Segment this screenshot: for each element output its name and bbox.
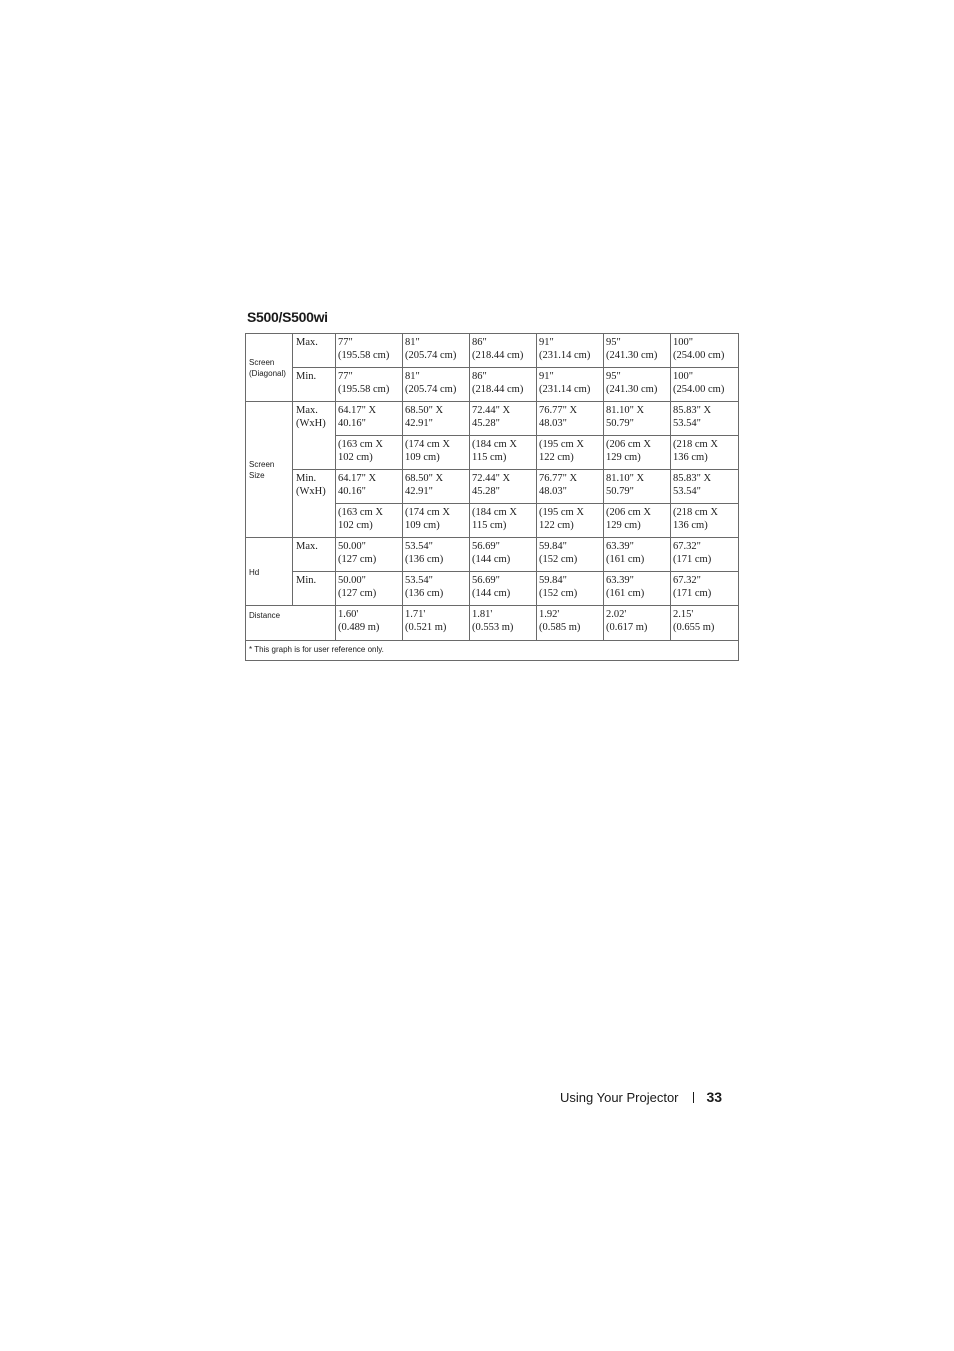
table-cell (403, 368, 470, 402)
table-row (246, 641, 739, 661)
table-cell (671, 504, 739, 538)
cell-line: 67.32" (673, 575, 701, 586)
table-cell (604, 368, 671, 402)
table-cell (336, 470, 403, 504)
table-cell (336, 572, 403, 606)
table-cell (470, 470, 537, 504)
cell-line: (195.58 cm) (338, 349, 390, 361)
cell-line: 63.39" (606, 575, 634, 586)
cell-line: (127 cm) (338, 587, 377, 599)
cell-line: 64.17" X (338, 473, 377, 484)
cell-line: 50.79" (606, 417, 634, 429)
cell-line: 91" (539, 337, 554, 348)
table-cell (537, 538, 604, 572)
cell-line: 59.84" (539, 541, 567, 552)
table-cell (403, 470, 470, 504)
cell-line: (152 cm) (539, 587, 578, 599)
cell-line: 100" (673, 337, 694, 348)
cell-line: 76.77" X (539, 405, 578, 416)
cell-line: 42.91" (405, 485, 433, 497)
cell-line: (127 cm) (338, 553, 377, 565)
cell-line: 40.16" (338, 485, 366, 497)
table-cell (470, 538, 537, 572)
table-cell (671, 538, 739, 572)
cell-line: 76.77" X (539, 473, 578, 484)
table-cell (671, 436, 739, 470)
cell-line: (184 cm X (472, 507, 517, 518)
cell-line: 115 cm) (472, 451, 507, 463)
table-cell (537, 504, 604, 538)
cell-line: (205.74 cm) (405, 349, 457, 361)
cell-line: (254.00 cm) (673, 349, 725, 361)
cell-line: 53.54" (405, 541, 433, 552)
sub-header-min: Min. (293, 572, 336, 606)
cell-line: 122 cm) (539, 519, 574, 531)
table-cell (470, 606, 537, 641)
cell-line: 77" (338, 337, 353, 348)
cell-line: (218.44 cm) (472, 349, 524, 361)
cell-line: (231.14 cm) (539, 349, 591, 361)
sub-header-min: Min. (293, 368, 336, 402)
row-header-distance: Distance (246, 606, 336, 641)
table-cell (403, 572, 470, 606)
cell-line: (218 cm X (673, 439, 718, 450)
cell-line: (241.30 cm) (606, 349, 658, 361)
cell-line: (152 cm) (539, 553, 578, 565)
cell-line: 129 cm) (606, 451, 641, 463)
cell-line: (161 cm) (606, 553, 645, 565)
sub-header-max-wxh: Max. (WxH) (293, 402, 336, 470)
table-cell (671, 334, 739, 368)
table-cell (470, 334, 537, 368)
table-cell (470, 504, 537, 538)
cell-line: 56.69" (472, 541, 500, 552)
page-footer (560, 1089, 722, 1105)
cell-line: (0.489 m) (338, 621, 380, 633)
cell-line: 91" (539, 371, 554, 382)
table-cell (604, 402, 671, 436)
cell-line: 50.00" (338, 575, 366, 586)
table-cell (604, 572, 671, 606)
cell-line: (171 cm) (673, 587, 712, 599)
table-cell (671, 368, 739, 402)
table-cell (336, 334, 403, 368)
row-header-screen-diagonal: Screen (Diagonal) (246, 334, 293, 402)
table-row (246, 334, 739, 368)
table-cell (604, 504, 671, 538)
cell-line: (163 cm X (338, 507, 383, 518)
cell-line: 68.50" X (405, 405, 444, 416)
cell-line: (136 cm) (405, 553, 444, 565)
table-cell (470, 368, 537, 402)
projection-spec-table (245, 333, 739, 661)
table-row (246, 470, 739, 504)
cell-line: 53.54" (405, 575, 433, 586)
table-cell (537, 470, 604, 504)
cell-line: 86" (472, 337, 487, 348)
cell-line: 48.03" (539, 485, 567, 497)
cell-line: (195 cm X (539, 507, 584, 518)
cell-line: 102 cm) (338, 451, 373, 463)
cell-line: 100" (673, 371, 694, 382)
table-cell (403, 606, 470, 641)
table-cell (671, 572, 739, 606)
cell-line: (161 cm) (606, 587, 645, 599)
cell-line: 85.83" X (673, 405, 712, 416)
cell-line: 1.71' (405, 609, 426, 620)
table-cell (336, 606, 403, 641)
table-cell (470, 436, 537, 470)
table-cell (537, 334, 604, 368)
cell-line: 68.50" X (405, 473, 444, 484)
table-cell (336, 368, 403, 402)
cell-line: 95" (606, 371, 621, 382)
footer-section-title: Using Your Projector (560, 1090, 679, 1105)
cell-line: (231.14 cm) (539, 383, 591, 395)
cell-line: (254.00 cm) (673, 383, 725, 395)
section-title: S500/S500wi (247, 309, 328, 325)
cell-line: 81.10" X (606, 473, 645, 484)
cell-line: 81.10" X (606, 405, 645, 416)
cell-line: (136 cm) (405, 587, 444, 599)
cell-line: (174 cm X (405, 507, 450, 518)
cell-line: 136 cm) (673, 451, 708, 463)
cell-line: 56.69" (472, 575, 500, 586)
table-cell (336, 504, 403, 538)
cell-line: (0.655 m) (673, 621, 715, 633)
table-cell (403, 504, 470, 538)
cell-line: 72.44" X (472, 405, 511, 416)
table-cell (470, 402, 537, 436)
cell-line: 45.28" (472, 417, 500, 429)
table-cell (537, 606, 604, 641)
table-cell (604, 606, 671, 641)
cell-line: 72.44" X (472, 473, 511, 484)
cell-line: (0.617 m) (606, 621, 648, 633)
table-cell (671, 402, 739, 436)
cell-line: 109 cm) (405, 519, 440, 531)
cell-line: (241.30 cm) (606, 383, 658, 395)
table-cell (604, 436, 671, 470)
cell-line: 77" (338, 371, 353, 382)
cell-line: 53.54" (673, 485, 701, 497)
cell-line: (218.44 cm) (472, 383, 524, 395)
cell-line: 86" (472, 371, 487, 382)
table-row (246, 538, 739, 572)
cell-line: 53.54" (673, 417, 701, 429)
cell-line: 59.84" (539, 575, 567, 586)
cell-line: (195 cm X (539, 439, 584, 450)
cell-line: 1.60' (338, 609, 359, 620)
table-cell (604, 334, 671, 368)
cell-line: (184 cm X (472, 439, 517, 450)
cell-line: 42.91" (405, 417, 433, 429)
cell-line: 122 cm) (539, 451, 574, 463)
cell-line: 115 cm) (472, 519, 507, 531)
cell-line: 50.00" (338, 541, 366, 552)
table-cell (336, 436, 403, 470)
cell-line: 63.39" (606, 541, 634, 552)
cell-line: (218 cm X (673, 507, 718, 518)
cell-line: (0.585 m) (539, 621, 581, 633)
cell-line: 2.15' (673, 609, 694, 620)
row-header-screen-size: Screen Size (246, 402, 293, 538)
cell-line: 2.02' (606, 609, 627, 620)
table-cell (537, 572, 604, 606)
cell-line: (195.58 cm) (338, 383, 390, 395)
cell-line: 67.32" (673, 541, 701, 552)
table-cell (604, 538, 671, 572)
cell-line: 64.17" X (338, 405, 377, 416)
cell-line: 81" (405, 337, 420, 348)
cell-line: 45.28" (472, 485, 500, 497)
cell-line: 48.03" (539, 417, 567, 429)
table-cell (336, 402, 403, 436)
cell-line: 102 cm) (338, 519, 373, 531)
cell-line: 81" (405, 371, 420, 382)
cell-line: (144 cm) (472, 587, 511, 599)
cell-line: (206 cm X (606, 439, 651, 450)
cell-line: 1.81' (472, 609, 493, 620)
page-number: 33 (706, 1089, 723, 1105)
cell-line: (144 cm) (472, 553, 511, 565)
sub-header-max: Max. (293, 334, 336, 368)
table-row (246, 606, 739, 641)
cell-line: 40.16" (338, 417, 366, 429)
table-cell (336, 538, 403, 572)
cell-line: (171 cm) (673, 553, 712, 565)
table-row (246, 368, 739, 402)
table-row (246, 402, 739, 436)
table-footnote: * This graph is for user reference only. (246, 641, 739, 661)
cell-line: 129 cm) (606, 519, 641, 531)
cell-line: (205.74 cm) (405, 383, 457, 395)
table-cell (403, 436, 470, 470)
cell-line: 136 cm) (673, 519, 708, 531)
table-cell (537, 436, 604, 470)
cell-line: (174 cm X (405, 439, 450, 450)
cell-line: (0.521 m) (405, 621, 447, 633)
cell-line: 95" (606, 337, 621, 348)
cell-line: 109 cm) (405, 451, 440, 463)
cell-line: (206 cm X (606, 507, 651, 518)
sub-header-max: Max. (293, 538, 336, 572)
table-cell (403, 334, 470, 368)
cell-line: 50.79" (606, 485, 634, 497)
cell-line: 85.83" X (673, 473, 712, 484)
table-cell (537, 368, 604, 402)
sub-header-min-wxh: Min. (WxH) (293, 470, 336, 538)
table-cell (671, 606, 739, 641)
table-cell (537, 402, 604, 436)
table-cell (470, 572, 537, 606)
table-cell (403, 402, 470, 436)
table-cell (403, 538, 470, 572)
table-cell (671, 470, 739, 504)
footer-divider (693, 1092, 694, 1103)
cell-line: 1.92' (539, 609, 560, 620)
row-header-hd: Hd (246, 538, 293, 606)
cell-line: (0.553 m) (472, 621, 514, 633)
cell-line: (163 cm X (338, 439, 383, 450)
table-row (246, 572, 739, 606)
table-cell (604, 470, 671, 504)
